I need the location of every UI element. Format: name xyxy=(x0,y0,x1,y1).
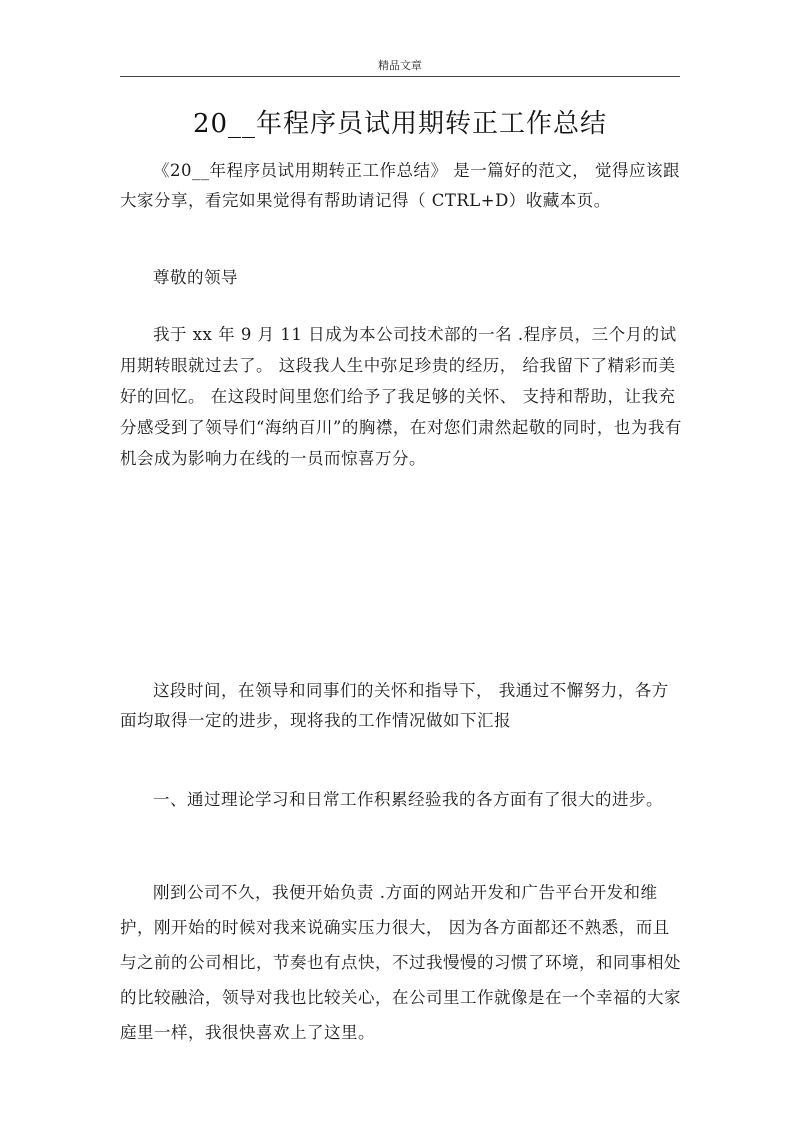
body-paragraph-2: 这段时间，在领导和同事们的关怀和指导下， 我通过不懈努力，各方面均取得一定的进步，现将我的工作情况做如下汇报 xyxy=(120,681,669,730)
header-label: 精品文章 xyxy=(378,59,422,72)
section-heading-paragraph: 一、通过理论学习和日常工作积累经验我的各方面有了很大的进步。 xyxy=(153,790,663,809)
header-divider xyxy=(120,76,680,77)
document-title: 20__年程序员试用期转正工作总结 xyxy=(192,109,608,139)
intro-paragraph: 《20__年程序员试用期转正工作总结》 是一篇好的范文， 觉得应该跟大家分享，看完如果觉得有帮助请记得（ CTRL+D）收藏本页。 xyxy=(120,161,680,210)
salutation-paragraph: 尊敬的领导 xyxy=(153,268,238,287)
body-paragraph-1: 我于 xx 年 9 月 11 日成为本公司技术部的一名 .程序员，三个月的试用期转眼就过去了。 这段我人生中弥足珍贵的经历， 给我留下了精彩而美好的回忆。 在这段时间里您们给予了我足够的关怀、 支持和帮助，让我充分感受到了领导们“海纳百川”的胸襟，在对您们肃然起敬的同时，也为我有机会成为影响力在线的一员而惊喜万分。 xyxy=(120,325,682,468)
body-paragraph-3: 刚到公司不久，我便开始负责 .方面的网站开发和广告平台开发和维护，刚开始的时候对我来说确实压力很大， 因为各方面都还不熟悉，而且与之前的公司相比，节奏也有点快，不过我慢慢的习惯了环境，和同事相处的比较融洽，领导对我也比较关心，在公司里工作就像是在一个幸福的大家庭里一样，我很快喜欢上了这里。 xyxy=(120,883,681,1042)
